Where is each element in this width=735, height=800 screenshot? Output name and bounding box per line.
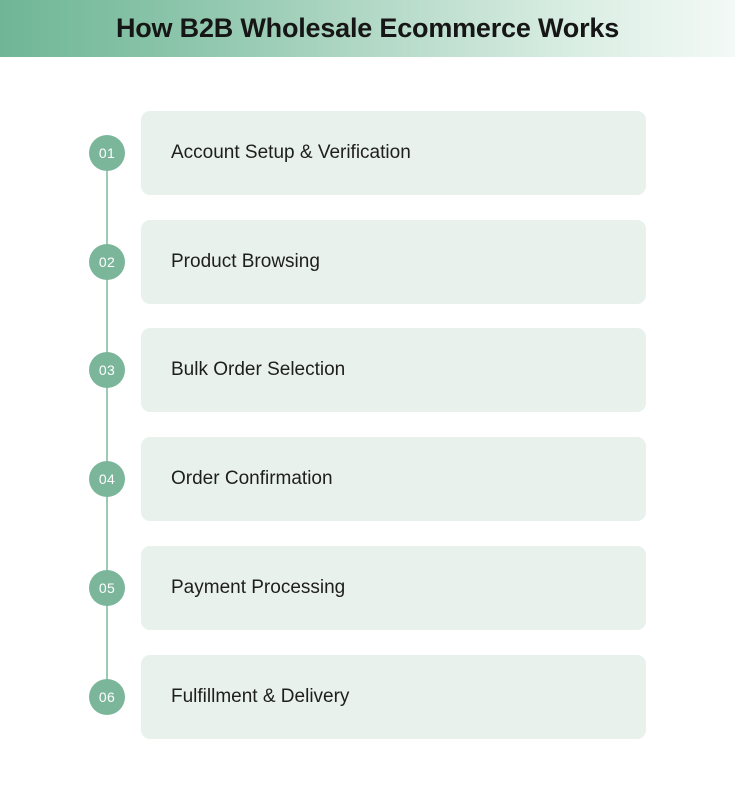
step-2	[0, 220, 735, 304]
step-number-badge: 04	[89, 461, 125, 497]
step-label: Order Confirmation	[171, 468, 333, 489]
step-4	[0, 437, 735, 521]
step-number-badge: 05	[89, 570, 125, 606]
step-card	[141, 546, 646, 630]
step-label: Bulk Order Selection	[171, 359, 346, 380]
step-5	[0, 546, 735, 630]
step-card	[141, 111, 646, 195]
step-card	[141, 437, 646, 521]
step-number-badge: 06	[89, 679, 125, 715]
step-card	[141, 655, 646, 739]
step-label: Fulfillment & Delivery	[171, 686, 350, 707]
step-card	[141, 220, 646, 304]
step-label: Product Browsing	[171, 251, 320, 272]
header-banner	[0, 0, 735, 57]
step-label: Account Setup & Verification	[171, 142, 411, 163]
step-label: Payment Processing	[171, 577, 346, 598]
page-title: How B2B Wholesale Ecommerce Works	[115, 13, 620, 43]
step-number-badge: 01	[89, 135, 125, 171]
step-3	[0, 328, 735, 412]
step-1	[0, 111, 735, 195]
step-card	[141, 328, 646, 412]
step-number-badge: 03	[89, 352, 125, 388]
step-6	[0, 655, 735, 739]
step-number-badge: 02	[89, 244, 125, 280]
